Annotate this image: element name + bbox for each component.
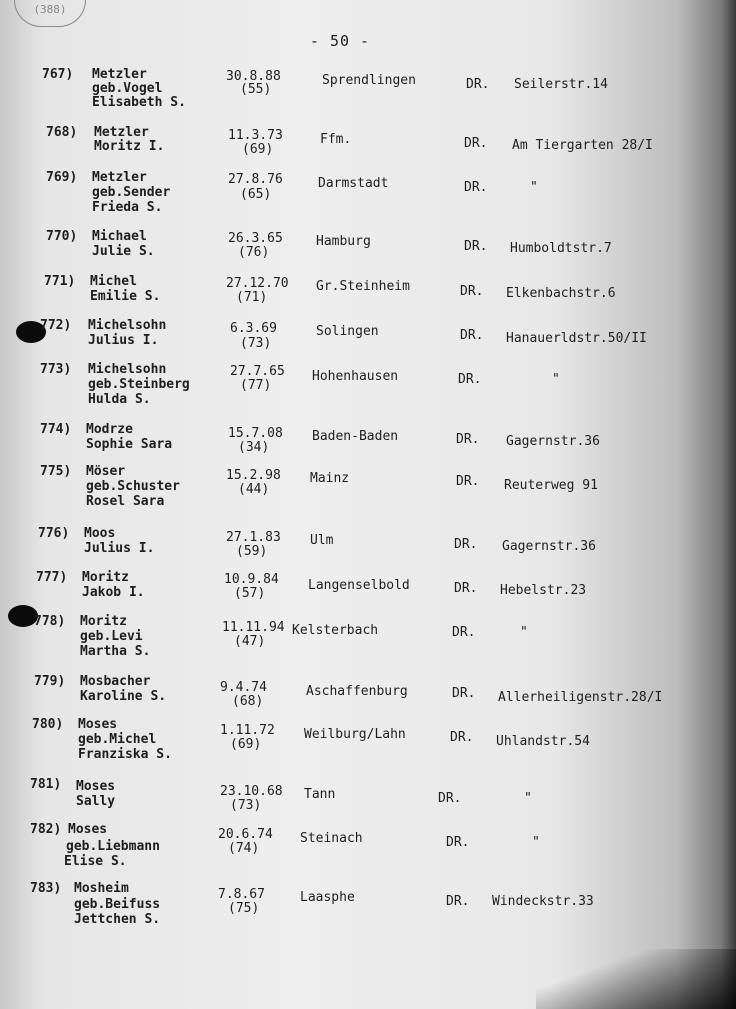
- address: ": [520, 625, 528, 640]
- birth-date: 15.2.98: [226, 468, 281, 483]
- entry-number: 774): [40, 422, 72, 437]
- birth-place: Ulm: [310, 533, 334, 548]
- address: ": [552, 372, 560, 387]
- age: (47): [234, 634, 266, 649]
- birth-place: Sprendlingen: [322, 73, 416, 88]
- entry-name-line: Michelsohn: [88, 318, 167, 333]
- address: Humboldtstr.7: [510, 241, 612, 256]
- address: ": [530, 180, 538, 195]
- entry-name-line: Jettchen S.: [74, 912, 161, 927]
- page-number: - 50 -: [309, 32, 371, 50]
- dr-mark: DR.: [452, 625, 476, 640]
- address: Hebelstr.23: [500, 583, 587, 598]
- entry-name-line: Jakob I.: [82, 585, 145, 600]
- age: (71): [236, 290, 268, 305]
- birth-place: Mainz: [310, 471, 350, 486]
- birth-date: 15.7.08: [228, 426, 283, 441]
- dr-mark: DR.: [464, 136, 488, 151]
- entry-name-line: geb.Beifuss: [74, 897, 161, 912]
- birth-date: 23.10.68: [220, 784, 283, 799]
- entry-number: 783): [30, 881, 62, 896]
- age: (75): [228, 901, 260, 916]
- dr-mark: DR.: [446, 894, 470, 909]
- dr-mark: DR.: [464, 239, 488, 254]
- birth-date: 10.9.84: [224, 572, 279, 587]
- entry-number: 773): [40, 362, 72, 377]
- entry-name-line: geb.Steinberg: [88, 377, 190, 392]
- address: ": [532, 835, 540, 850]
- birth-place: Hohenhausen: [312, 369, 399, 384]
- dr-mark: DR.: [446, 835, 470, 850]
- birth-place: Aschaffenburg: [306, 684, 408, 699]
- dr-mark: DR.: [460, 284, 484, 299]
- birth-date: 1.11.72: [220, 723, 275, 738]
- entry-name-line: Julius I.: [88, 333, 159, 348]
- dr-mark: DR.: [452, 686, 476, 701]
- birth-date: 30.8.88: [226, 69, 281, 84]
- entry-number: 777): [36, 570, 68, 585]
- age: (59): [236, 544, 268, 559]
- age: (44): [238, 482, 270, 497]
- address: Am Tiergarten 28/I: [512, 138, 653, 153]
- entry-name-line: Sally: [76, 794, 116, 809]
- address: Seilerstr.14: [514, 77, 608, 92]
- entry-name-line: Mosbacher: [80, 674, 151, 689]
- birth-place: Laasphe: [300, 890, 355, 905]
- dr-mark: DR.: [466, 77, 490, 92]
- entry-name-line: Elise S.: [64, 854, 127, 869]
- entry-name-line: geb.Levi: [80, 629, 143, 644]
- entry-name-line: geb.Michel: [78, 732, 157, 747]
- entry-name-line: geb.Sender: [92, 185, 171, 200]
- address: Hanauerldstr.50/II: [506, 331, 647, 346]
- birth-place: Weilburg/Lahn: [304, 727, 406, 742]
- entry-name-line: Julie S.: [92, 244, 155, 259]
- entry-name-line: Sophie Sara: [86, 437, 173, 452]
- age: (77): [240, 378, 272, 393]
- dr-mark: DR.: [456, 474, 480, 489]
- age: (73): [230, 798, 262, 813]
- entry-number: 771): [44, 274, 76, 289]
- dr-mark: DR.: [438, 791, 462, 806]
- entry-name-line: Moritz: [80, 614, 127, 629]
- birth-date: 27.8.76: [228, 172, 283, 187]
- dr-mark: DR.: [454, 537, 478, 552]
- entry-name-line: Modrze: [86, 422, 133, 437]
- entry-number: 776): [38, 526, 70, 541]
- age: (74): [228, 841, 260, 856]
- entry-number: 770): [46, 229, 78, 244]
- birth-date: 11.11.94: [222, 620, 285, 635]
- address: Allerheiligenstr.28/I: [498, 690, 663, 705]
- age: (73): [240, 336, 272, 351]
- entry-name-line: Möser: [86, 464, 126, 479]
- entry-name-line: Moses: [76, 779, 116, 794]
- age: (65): [240, 187, 272, 202]
- entry-name-line: Moses: [68, 822, 108, 837]
- birth-place: Baden-Baden: [312, 429, 399, 444]
- birth-date: 20.6.74: [218, 827, 273, 842]
- entry-number: 781): [30, 777, 62, 792]
- birth-place: Darmstadt: [318, 176, 389, 191]
- birth-date: 6.3.69: [230, 321, 277, 336]
- entry-name-line: Julius I.: [84, 541, 155, 556]
- birth-date: 7.8.67: [218, 887, 265, 902]
- birth-date: 11.3.73: [228, 128, 283, 143]
- entry-name-line: Michelsohn: [88, 362, 167, 377]
- birth-date: 26.3.65: [228, 231, 283, 246]
- address: Elkenbachstr.6: [506, 286, 616, 301]
- birth-place: Ffm.: [320, 132, 352, 147]
- age: (55): [240, 82, 272, 97]
- entry-name-line: geb.Vogel: [92, 81, 163, 96]
- birth-date: 27.1.83: [226, 530, 281, 545]
- entry-name-line: Karoline S.: [80, 689, 167, 704]
- entry-name-line: geb.Liebmann: [66, 839, 160, 854]
- entry-name-line: Michael: [92, 229, 147, 244]
- birth-date: 27.12.70: [226, 276, 289, 291]
- birth-place: Gr.Steinheim: [316, 279, 410, 294]
- birth-place: Solingen: [316, 324, 379, 339]
- entry-number: 772): [40, 318, 72, 333]
- address: Reuterweg 91: [504, 478, 598, 493]
- entry-name-line: Mosheim: [74, 881, 129, 896]
- entry-name-line: Moses: [78, 717, 118, 732]
- entry-number: 782): [30, 822, 62, 837]
- age: (57): [234, 586, 266, 601]
- entry-name-line: Moos: [84, 526, 116, 541]
- entry-name-line: Franziska S.: [78, 747, 172, 762]
- entry-name-line: Emilie S.: [90, 289, 161, 304]
- age: (69): [242, 142, 274, 157]
- address: Gagernstr.36: [502, 539, 596, 554]
- entry-number: 769): [46, 170, 78, 185]
- entry-number: 768): [46, 125, 78, 140]
- dr-mark: DR.: [464, 180, 488, 195]
- entry-number: 767): [42, 67, 74, 82]
- birth-place: Tann: [304, 787, 336, 802]
- address: Gagernstr.36: [506, 434, 600, 449]
- entry-name-line: Elisabeth S.: [92, 95, 186, 110]
- birth-place: Langenselbold: [308, 578, 410, 593]
- address: Uhlandstr.54: [496, 734, 590, 749]
- age: (76): [238, 245, 270, 260]
- entry-name-line: geb.Schuster: [86, 479, 180, 494]
- dr-mark: DR.: [458, 372, 482, 387]
- entry-name-line: Metzler: [92, 170, 147, 185]
- birth-date: 27.7.65: [230, 364, 285, 379]
- entry-name-line: Martha S.: [80, 644, 151, 659]
- entry-name-line: Metzler: [92, 67, 147, 82]
- birth-date: 9.4.74: [220, 680, 267, 695]
- entry-number: 778): [34, 614, 66, 629]
- entry-name-line: Metzler: [94, 125, 149, 140]
- birth-place: Hamburg: [316, 234, 371, 249]
- dr-mark: DR.: [454, 581, 478, 596]
- entry-number: 775): [40, 464, 72, 479]
- entry-name-line: Moritz I.: [94, 139, 165, 154]
- dr-mark: DR.: [460, 328, 484, 343]
- entry-name-line: Michel: [90, 274, 137, 289]
- age: (69): [230, 737, 262, 752]
- address: ": [524, 791, 532, 806]
- age: (68): [232, 694, 264, 709]
- entry-name-line: Hulda S.: [88, 392, 151, 407]
- address: Windeckstr.33: [492, 894, 594, 909]
- birth-place: Steinach: [300, 831, 363, 846]
- entry-name-line: Moritz: [82, 570, 129, 585]
- birth-place: Kelsterbach: [292, 623, 379, 638]
- entry-name-line: Rosel Sara: [86, 494, 165, 509]
- entry-number: 780): [32, 717, 64, 732]
- entry-name-line: Frieda S.: [92, 200, 163, 215]
- age: (34): [238, 440, 270, 455]
- scan-shadow: [536, 949, 736, 1009]
- entry-number: 779): [34, 674, 66, 689]
- dr-mark: DR.: [456, 432, 480, 447]
- archive-stamp: (388): [14, 0, 86, 27]
- dr-mark: DR.: [450, 730, 474, 745]
